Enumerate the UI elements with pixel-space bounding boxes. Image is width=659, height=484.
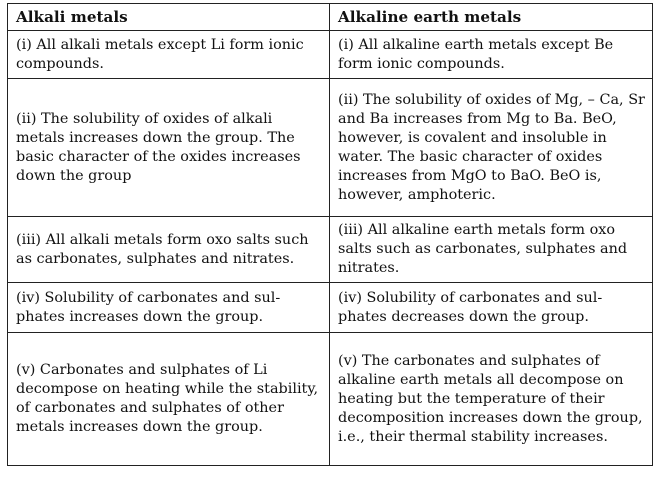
table-row [8, 333, 653, 466]
cell-text: (iii) All alkali metals form oxo salts such as carbonates, sulphates and nitrates. [16, 231, 309, 267]
cell-text: (v) The carbonates and sulphates of alkaline earth metals all decompose on heating but the temperature of their decomposition increases down the group, i.e., their thermal stability increases. [338, 352, 643, 445]
table-cell-alkaline-earth [330, 217, 653, 283]
comparison-table-container [7, 3, 653, 466]
cell-text: (iv) Solubility of carbonates and sul-phates decreases down the group. [338, 289, 603, 325]
table-cell-alkaline-earth [330, 31, 653, 79]
table-cell-alkali [8, 333, 330, 466]
cell-text: (ii) The solubility of oxides of Mg, – Ca, Sr and Ba increases from Mg to Ba. BeO, however, is covalent and insoluble in water. The basic character of oxides increases from MgO to BaO. BeO is, however, amphoteric. [338, 91, 645, 203]
header-alkaline-earth-metals: Alkaline earth metals [330, 4, 653, 31]
comparison-table [7, 3, 653, 466]
table-cell-alkali [8, 79, 330, 217]
cell-text: (i) All alkaline earth metals except Be form ionic compounds. [338, 36, 614, 72]
cell-text: (iii) All alkaline earth metals form oxo salts such as carbonates, sulphates and nitrates. [338, 222, 628, 276]
table-row [8, 283, 653, 333]
table-row [8, 217, 653, 283]
table-row [8, 79, 653, 217]
cell-text: (iv) Solubility of carbonates and sul-phates increases down the group. [16, 289, 281, 325]
header-alkali-metals: Alkali metals [8, 4, 330, 31]
header-row [8, 4, 653, 31]
table-cell-alkali [8, 31, 330, 79]
table-cell-alkaline-earth [330, 283, 653, 333]
table-cell-alkali [8, 217, 330, 283]
table-row [8, 31, 653, 79]
table-cell-alkali [8, 283, 330, 333]
cell-text: (v) Carbonates and sulphates of Li decompose on heating while the stability, of carbonates and sulphates of other metals increases down the group. [16, 362, 319, 435]
cell-text: (ii) The solubility of oxides of alkali metals increases down the group. The basic character of the oxides increases down the group [16, 110, 301, 184]
table-cell-alkaline-earth [330, 333, 653, 466]
cell-text: (i) All alkali metals except Li form ionic compounds. [16, 36, 304, 72]
table-cell-alkaline-earth [330, 79, 653, 217]
